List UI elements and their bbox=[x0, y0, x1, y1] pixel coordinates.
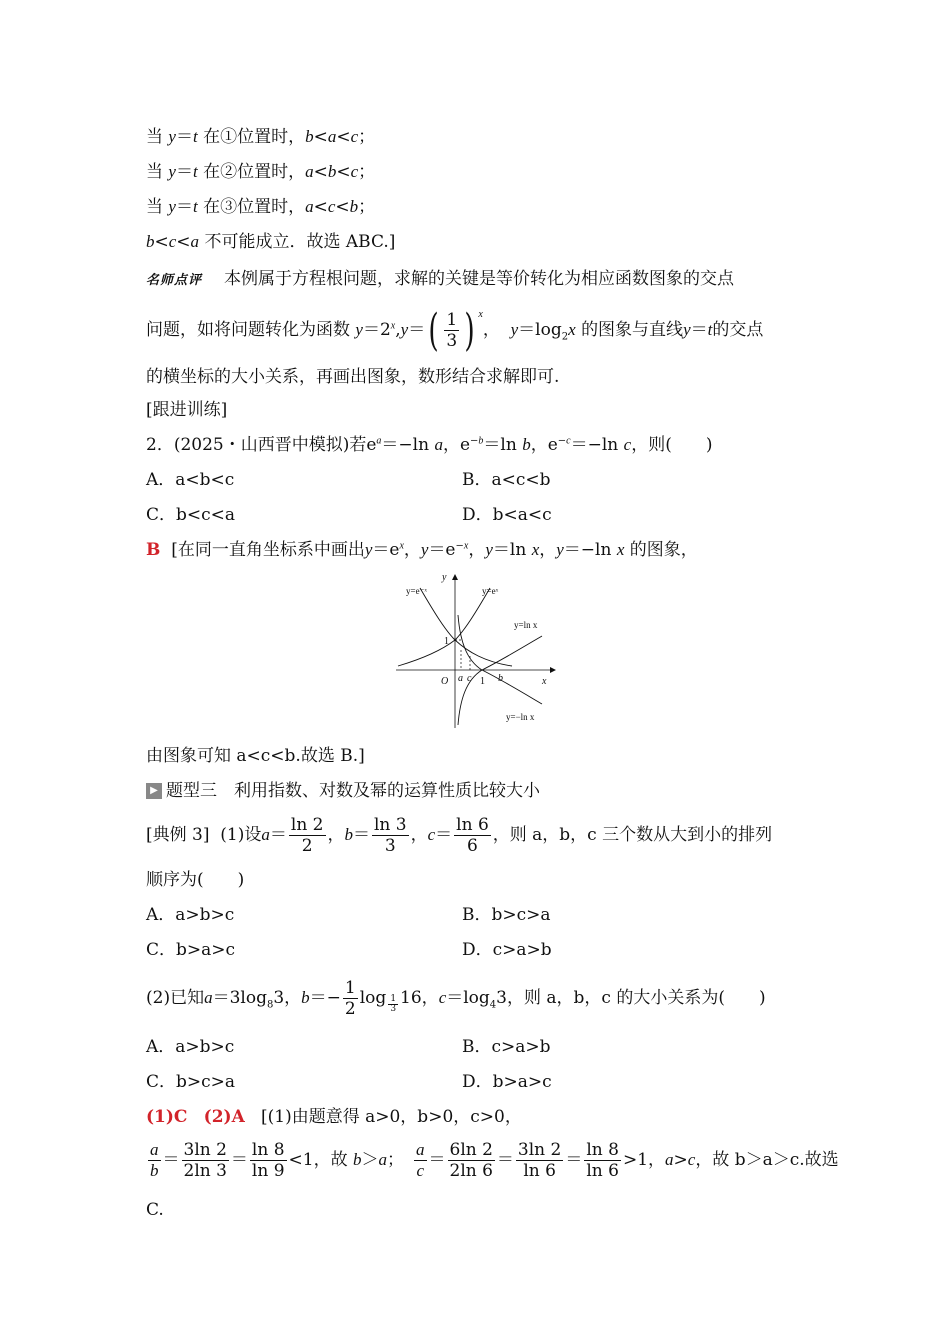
answer-text: [(1)由题意得 a>0，b>0，c>0， bbox=[261, 1107, 522, 1127]
text-line: 当 y＝t 在②位置时，a<b<c； bbox=[146, 162, 376, 182]
option-a: A．a>b>c bbox=[146, 905, 235, 925]
comment-text: 的图象与直线 bbox=[581, 320, 684, 340]
text-line: 当 y＝t 在③位置时，a<c<b； bbox=[146, 197, 376, 217]
label-ex: y=eˣ bbox=[482, 586, 499, 596]
answer-line: B [在同一直角坐标系中画出$y=e^x$，$y=e^{-x}$，y＝ln x，y＝−ln x 的图象， bbox=[146, 540, 698, 560]
label-y: y bbox=[442, 572, 447, 583]
answer-line bbox=[146, 1106, 522, 1128]
example-text: ，则 a，b，c 三个数从大到小的排列 bbox=[492, 825, 773, 845]
teacher-comment bbox=[146, 268, 734, 292]
question-2: 2．(2025・山西晋中模拟)若$e^a=-\ln$ a，$e^{-b}=\ln$ b，$e^{-c}=-\ln$ c，则( ) bbox=[146, 435, 713, 455]
option-a: A．a>b>c bbox=[146, 1037, 235, 1057]
solution-line: $\frac{a}{b}$ ＝ $\frac{3\ln 2}{2\ln 3}$ ＝ $\frac{\ln 8}{\ln 9}$ <1，故 b＞a； $\frac{a}{c}$ ＝ $\frac{6\ln 2}{2\ln 6}$ ＝ $\frac{3\ln 2}{\ln 6}$ ＝ $\frac{\ln 8}{\ln 6}$ >1，a>c，故 b＞a＞c.故选 bbox=[150, 1140, 839, 1181]
followup-heading: [跟进训练] bbox=[146, 400, 228, 420]
comment-line2: 问题，如将问题转化为函数 $y=2^x,y=$( $\frac{1}{3}$ ) $^x$， $y=\log_2x$ 的图象与直线y＝t的交点 bbox=[146, 304, 764, 356]
comment-text: 问题，如将问题转化为函数 bbox=[146, 320, 350, 340]
function-graph-figure bbox=[390, 570, 560, 732]
answer-letter: B bbox=[146, 540, 161, 560]
example-text: ，则 a，b，c 的大小关系为( ) bbox=[507, 988, 766, 1008]
label-ex-neg: y=e⁻ˣ bbox=[406, 586, 427, 596]
example3-part1: [典例 3] (1)设a＝ $\frac{\ln 2}{2}$ ，b＝ $\frac{\ln 3}{3}$ ，c＝ $\frac{\ln 6}{6}$ ，则 a，b，c 三个数从大到小的排列 bbox=[146, 815, 773, 856]
label-c: c bbox=[467, 673, 472, 684]
solution-text: ，故 b＞a＞c.故选 bbox=[695, 1150, 839, 1170]
example-text: (1)设 bbox=[220, 825, 262, 845]
option-d: D．c>a>b bbox=[462, 940, 552, 960]
x-axis-arrow bbox=[550, 667, 556, 673]
example-tag: [典例 3] bbox=[146, 825, 210, 845]
label-x: x bbox=[542, 676, 547, 687]
label-lnx: y=ln x bbox=[514, 620, 538, 630]
comment-line3: 的横坐标的大小关系，再画出图象，数形结合求解即可. bbox=[146, 367, 560, 387]
question-text: ，则( ) bbox=[631, 435, 713, 455]
option-d: D．b>a>c bbox=[462, 1072, 552, 1092]
label-neg-lnx: y=−ln x bbox=[506, 712, 535, 722]
label-one-x: 1 bbox=[480, 676, 485, 687]
option-b: B．a<c<b bbox=[462, 470, 551, 490]
solution-line3: C. bbox=[146, 1200, 164, 1220]
comment-text: 的交点 bbox=[712, 320, 764, 340]
label-origin: O bbox=[441, 676, 449, 687]
answer-text: [在同一直角坐标系中画出 bbox=[171, 540, 365, 560]
text-line: b<c<a 不可能成立．故选 ABC.] bbox=[146, 232, 396, 252]
section-heading bbox=[146, 780, 540, 802]
answer-text: 的图象， bbox=[629, 540, 698, 560]
example3-part1-line2: 顺序为( ) bbox=[146, 870, 245, 890]
answer-1: (1)C bbox=[146, 1107, 188, 1127]
option-c: C．b>c>a bbox=[146, 1072, 236, 1092]
option-d: D．b<a<c bbox=[462, 505, 552, 525]
example-text: (2)已知 bbox=[146, 988, 205, 1008]
option-c: C．b>a>c bbox=[146, 940, 236, 960]
label-one-y: 1 bbox=[444, 636, 449, 647]
question-text: 2．(2025・山西晋中模拟)若 bbox=[146, 435, 367, 455]
conclusion: 由图象可知 a<c<b.故选 B.] bbox=[146, 746, 365, 766]
option-a: A．a<b<c bbox=[146, 470, 235, 490]
option-b: B．c>a>b bbox=[462, 1037, 551, 1057]
section-title: 题型三 利用指数、对数及幂的运算性质比较大小 bbox=[166, 781, 540, 801]
text-line: 当 y＝t 在①位置时，b<a<c； bbox=[146, 127, 376, 147]
y-axis-arrow bbox=[452, 574, 458, 580]
example3-part2: (2)已知$a=3\log_83$，b＝− $\frac{1}{2}$ log $_{\frac{1}{3}}$ 16，$c=\log_43$，则 a，b，c 的大小关系为( ) bbox=[146, 978, 766, 1019]
option-c: C．b<c<a bbox=[146, 505, 236, 525]
triangle-icon: ▶ bbox=[146, 783, 162, 799]
comment-text: 本例属于方程根问题，求解的关键是等价转化为相应函数图象的交点 bbox=[224, 269, 735, 289]
comment-badge: 名师点评 bbox=[146, 270, 202, 292]
answer-2: (2)A bbox=[203, 1107, 245, 1127]
label-b: b bbox=[498, 673, 503, 684]
option-b: B．b>c>a bbox=[462, 905, 551, 925]
label-a: a bbox=[458, 673, 463, 684]
